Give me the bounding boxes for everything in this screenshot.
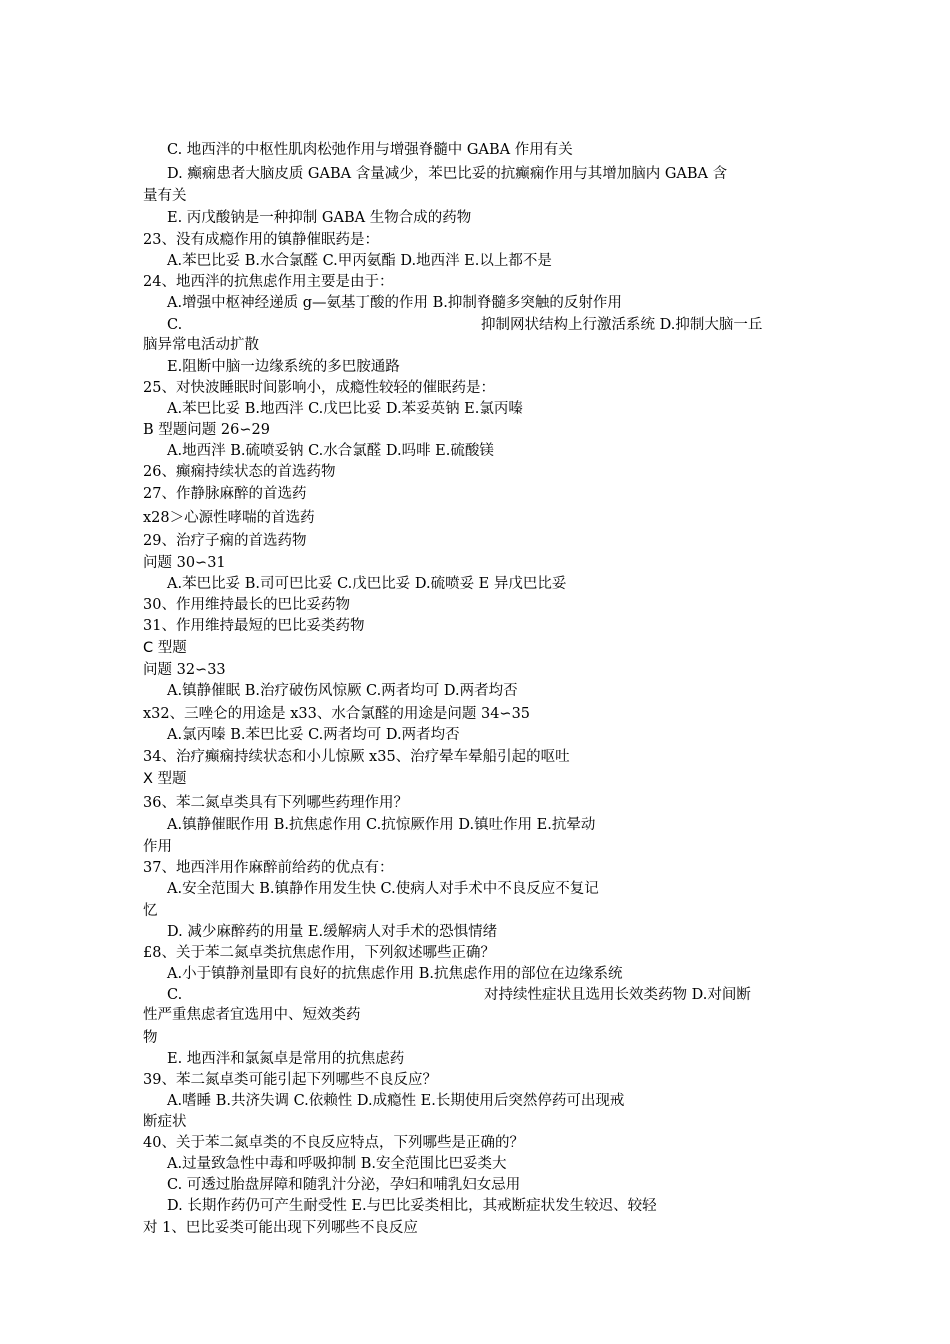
section-heading: X 型题 bbox=[143, 771, 187, 787]
text-line: A.氯丙嗪 B.苯巴比妥 C.两者均可 D.两者均否 bbox=[167, 727, 460, 743]
text-line: 性严重焦虑者宜选用中、短效类药 bbox=[143, 1007, 361, 1023]
text-line: 40、关于苯二氮卓类的不良反应特点，下列哪些是正确的？ bbox=[143, 1135, 524, 1151]
text-line: 31、作用维持最短的巴比妥类药物 bbox=[143, 618, 365, 634]
text-line: 36、苯二氮卓类具有下列哪些药理作用？ bbox=[143, 795, 408, 811]
text-line: A.苯巴比妥 B.水合氯醛 C.甲丙氨酯 D.地西泮 E.以上都不是 bbox=[167, 253, 552, 269]
text-line: 39、苯二氮卓类可能引起下列哪些不良反应？ bbox=[143, 1072, 437, 1088]
text-line: A.增强中枢神经递质 g—氨基丁酸的作用 B.抑制脊髓多突触的反射作用 bbox=[167, 295, 622, 311]
text-line: C. 可透过胎盘屏障和随乳汁分泌，孕妇和哺乳妇女忌用 bbox=[167, 1177, 521, 1193]
text-line: E. 地西泮和氯氮卓是常用的抗焦虑药 bbox=[167, 1051, 405, 1067]
text-line: A.镇静催眠 B.治疗破伤风惊厥 C.两者均可 D.两者均否 bbox=[167, 683, 518, 699]
text-line: 37、地西泮用作麻醉前给药的优点有： bbox=[143, 860, 394, 876]
text-line: A.小于镇静剂量即有良好的抗焦虑作用 B.抗焦虑作用的部位在边缘系统 bbox=[167, 966, 623, 982]
text-line: A.地西泮 B.硫喷妥钠 C.水合氯醛 D.吗啡 E.硫酸镁 bbox=[167, 443, 494, 459]
text-line: B 型题问题 26∽29 bbox=[143, 422, 270, 438]
text-line: £8、关于苯二氮卓类抗焦虑作用，下列叙述哪些正确？ bbox=[143, 945, 495, 961]
text-line: 30、作用维持最长的巴比妥药物 bbox=[143, 597, 350, 613]
text-line: A.过量致急性中毒和呼吸抑制 B.安全范围比巴妥类大 bbox=[167, 1156, 507, 1172]
text-line: D. 减少麻醉药的用量 E.缓解病人对手术的恐惧情绪 bbox=[167, 924, 498, 940]
text-line: 问题 32∽33 bbox=[143, 662, 226, 678]
text-line: 26、癫痫持续状态的首选药物 bbox=[143, 464, 336, 480]
text-line: 抑制网状结构上行激活系统 D.抑制大脑一丘 bbox=[481, 317, 763, 333]
text-line: E.阻断中脑一边缘系统的多巴胺通路 bbox=[167, 359, 400, 375]
text-line: 23、没有成瘾作用的镇静催眠药是： bbox=[143, 232, 379, 248]
text-line: 量有关 bbox=[143, 188, 187, 204]
text-line: x28＞心源性哮喘的首选药 bbox=[143, 510, 315, 526]
text-line: D. 长期作药仍可产生耐受性 E.与巴比妥类相比，其戒断症状发生较迟、较轻 bbox=[167, 1198, 657, 1214]
text-line: 27、作静脉麻醉的首选药 bbox=[143, 486, 307, 502]
text-line: 作用 bbox=[143, 839, 172, 855]
text-line: 34、治疗癫痫持续状态和小儿惊厥 x35、治疗晕车晕船引起的呕吐 bbox=[143, 749, 570, 765]
section-heading: C 型题 bbox=[143, 640, 187, 656]
text-line: C. 地西泮的中枢性肌肉松弛作用与增强脊髓中 GABA 作用有关 bbox=[167, 142, 573, 158]
text-line: C. bbox=[167, 987, 183, 1003]
text-line: D. 癫痫患者大脑皮质 GABA 含量减少，苯巴比妥的抗癫痫作用与其增加脑内 GABA 含 bbox=[167, 166, 728, 182]
text-line: 24、地西泮的抗焦虑作用主要是由于： bbox=[143, 274, 394, 290]
text-line: E. 丙戊酸钠是一种抑制 GABA 生物合成的药物 bbox=[167, 210, 472, 226]
text-line: 问题 30∽31 bbox=[143, 555, 226, 571]
text-line: 忆 bbox=[143, 903, 158, 919]
text-line: A.镇静催眠作用 B.抗焦虑作用 C.抗惊厥作用 D.镇吐作用 E.抗晕动 bbox=[167, 817, 596, 833]
text-line: 物 bbox=[143, 1030, 158, 1046]
text-line: 脑异常电活动扩散 bbox=[143, 337, 259, 353]
text-line: 对 1、巴比妥类可能出现下列哪些不良反应 bbox=[143, 1220, 418, 1236]
text-line: A.苯巴比妥 B.司可巴比妥 C.戊巴比妥 D.硫喷妥 E 异戊巴比妥 bbox=[167, 576, 567, 592]
text-line: A.安全范围大 B.镇静作用发生快 C.使病人对手术中不良反应不复记 bbox=[167, 881, 599, 897]
text-line: 对持续性症状且选用长效类药物 D.对间断 bbox=[484, 987, 751, 1003]
text-line: A.嗜睡 B.共济失调 C.依赖性 D.成瘾性 E.长期使用后突然停药可出现戒 bbox=[167, 1093, 625, 1109]
text-line: 29、治疗子痫的首选药物 bbox=[143, 533, 307, 549]
text-line: x32、三唑仑的用途是 x33、水合氯醛的用途是问题 34∽35 bbox=[143, 706, 531, 722]
text-line: 断症状 bbox=[143, 1114, 187, 1130]
text-line: A.苯巴比妥 B.地西泮 C.戊巴比妥 D.苯妥英钠 E.氯丙嗪 bbox=[167, 401, 523, 417]
text-line: C. bbox=[167, 317, 183, 333]
text-line: 25、对快波睡眠时间影响小，成瘾性较轻的催眠药是： bbox=[143, 380, 495, 396]
